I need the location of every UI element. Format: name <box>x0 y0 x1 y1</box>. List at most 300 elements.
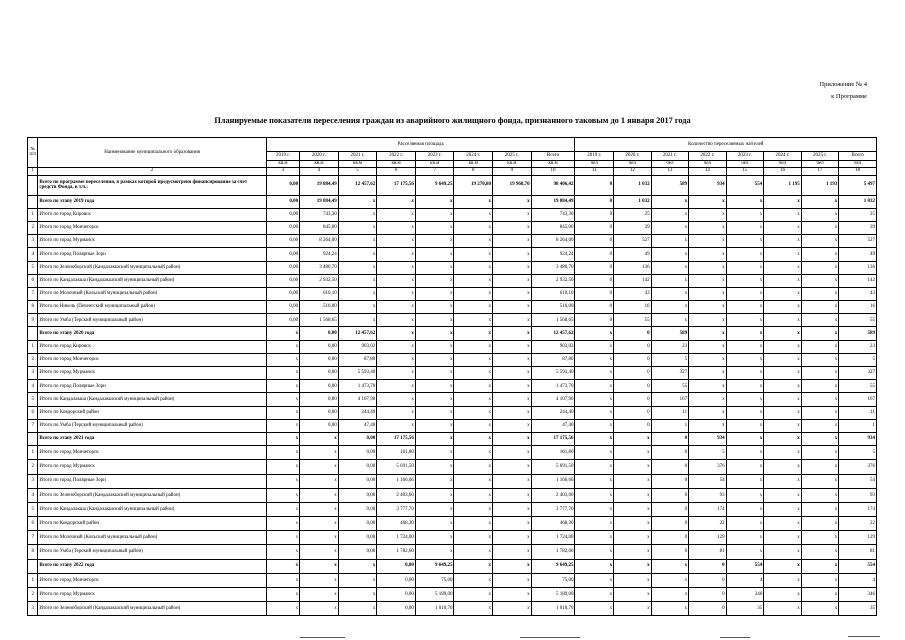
area-cell: x <box>454 460 493 474</box>
people-total-cell: 5 <box>839 353 877 366</box>
people-year-header: 2020 г. <box>614 152 652 161</box>
appendix-line-2: к Программе <box>831 93 867 100</box>
area-cell: x <box>454 287 493 300</box>
people-total-cell: 129 <box>839 531 877 545</box>
column-number: 9 <box>493 167 532 175</box>
people-cell: x <box>614 432 652 445</box>
area-cell: x <box>415 274 454 287</box>
people-total-cell: 1 <box>839 419 877 432</box>
people-cell: x <box>651 301 689 314</box>
people-cell: x <box>575 531 614 545</box>
area-cell: 9 649,25 <box>415 175 454 195</box>
area-cell: 0,00 <box>300 419 339 432</box>
people-cell: x <box>764 274 802 287</box>
area-cell: x <box>338 208 377 221</box>
area-cell: x <box>454 573 493 587</box>
area-cell: x <box>415 248 454 261</box>
people-total-cell: 81 <box>839 545 877 559</box>
area-cell: x <box>415 287 454 300</box>
people-cell: x <box>614 502 652 516</box>
people-year-header: 2019 г. <box>575 152 614 161</box>
people-cell: x <box>614 517 652 531</box>
area-cell: 19 884,49 <box>300 175 339 195</box>
area-cell: 0,00 <box>338 531 377 545</box>
area-cell: 0,00 <box>266 208 299 221</box>
area-cell: x <box>454 367 493 380</box>
people-cell: 0 <box>575 314 614 327</box>
area-cell: x <box>454 261 493 274</box>
area-cell: x <box>415 301 454 314</box>
area-cell: x <box>454 406 493 419</box>
row-number: 2 <box>28 221 38 234</box>
area-cell: x <box>493 208 532 221</box>
summary-row <box>28 559 877 573</box>
people-cell: x <box>575 432 614 445</box>
table-row <box>28 340 877 353</box>
people-cell: x <box>689 301 727 314</box>
row-name: Итого по город Полярные Зори <box>38 248 266 261</box>
resettlement-table <box>27 137 877 616</box>
people-cell: 934 <box>689 432 727 445</box>
area-total-cell: 5 691,50 <box>531 460 575 474</box>
people-cell: x <box>764 432 802 445</box>
row-number: 2 <box>28 460 38 474</box>
table-row <box>28 393 877 406</box>
people-total-cell: 167 <box>839 393 877 406</box>
area-cell: 0,00 <box>338 545 377 559</box>
people-cell: x <box>726 393 764 406</box>
people-cell: x <box>764 474 802 488</box>
area-cell: x <box>454 340 493 353</box>
people-cell: 0 <box>575 274 614 287</box>
column-number: 5 <box>338 167 377 175</box>
people-cell: 1 <box>651 419 689 432</box>
area-cell: x <box>493 531 532 545</box>
people-cell: 174 <box>689 502 727 516</box>
area-total-cell: 1 010,70 <box>531 602 575 616</box>
area-total-cell: 845,00 <box>531 221 575 234</box>
area-cell: x <box>338 221 377 234</box>
people-cell: x <box>764 327 802 340</box>
people-cell: x <box>726 460 764 474</box>
people-total-header: Всего <box>839 152 877 161</box>
area-total-cell: 47,40 <box>531 419 575 432</box>
scan-artifact <box>300 637 345 638</box>
row-name: Итого по город Полярные Зори <box>38 474 266 488</box>
area-cell: x <box>415 314 454 327</box>
people-cell: x <box>801 367 839 380</box>
row-number: 1 <box>28 340 38 353</box>
people-cell: x <box>764 531 802 545</box>
area-cell: 5 593,40 <box>338 367 377 380</box>
people-cell: x <box>801 502 839 516</box>
area-cell: x <box>493 287 532 300</box>
area-cell: x <box>338 195 377 208</box>
header-name: Наименование муниципального образования <box>38 138 266 168</box>
people-cell: x <box>801 517 839 531</box>
people-cell: 589 <box>651 327 689 340</box>
people-cell: x <box>575 545 614 559</box>
area-cell: x <box>493 419 532 432</box>
people-unit-header: чел <box>839 161 877 168</box>
table-row <box>28 287 877 300</box>
people-cell: x <box>689 340 727 353</box>
people-cell: x <box>801 488 839 502</box>
area-cell: x <box>300 488 339 502</box>
area-cell: 0,00 <box>338 446 377 460</box>
area-year-header: 2020 г. <box>300 152 339 161</box>
area-cell: x <box>454 419 493 432</box>
row-name: Итого по город Мурманск <box>38 588 266 602</box>
area-cell: x <box>493 327 532 340</box>
area-cell: x <box>300 588 339 602</box>
appendix-note <box>819 79 867 103</box>
area-total-cell: 9 649,25 <box>531 559 575 573</box>
people-cell: x <box>651 248 689 261</box>
area-cell: x <box>415 460 454 474</box>
people-total-cell: 43 <box>839 287 877 300</box>
people-cell: x <box>764 460 802 474</box>
people-cell: x <box>651 195 689 208</box>
people-total-cell: 327 <box>839 367 877 380</box>
area-cell: x <box>454 301 493 314</box>
row-name: Итого по Ковдорский район <box>38 517 266 531</box>
row-name: Всего по этапу 2022 года <box>38 559 266 573</box>
area-cell: x <box>300 502 339 516</box>
area-cell: x <box>338 248 377 261</box>
area-cell: x <box>266 432 299 445</box>
people-cell: x <box>575 393 614 406</box>
people-cell: 5 <box>651 353 689 366</box>
people-cell: 934 <box>689 175 727 195</box>
area-cell: x <box>300 602 339 616</box>
row-name: Всего по этапу 2020 года <box>38 327 266 340</box>
people-cell: 1 195 <box>764 175 802 195</box>
area-cell: 0,00 <box>300 406 339 419</box>
people-cell: x <box>651 588 689 602</box>
area-total-cell: 12 457,62 <box>531 327 575 340</box>
people-total-cell: 35 <box>839 602 877 616</box>
area-year-header: 2021 г. <box>338 152 377 161</box>
area-cell: x <box>493 195 532 208</box>
people-cell: 0 <box>575 301 614 314</box>
people-unit-header: чел <box>575 161 614 168</box>
area-cell: x <box>338 314 377 327</box>
people-cell: x <box>689 380 727 393</box>
summary-row <box>28 175 877 195</box>
area-cell: x <box>377 235 416 248</box>
people-cell: x <box>575 588 614 602</box>
header-num: № п/п <box>28 138 38 168</box>
row-number: 3 <box>28 367 38 380</box>
row-number: 1 <box>28 208 38 221</box>
row-name: Всего по этапу 2019 года <box>38 195 266 208</box>
row-name: Итого по Умба (Терский муниципальный район) <box>38 545 266 559</box>
area-cell: x <box>377 393 416 406</box>
people-cell: x <box>614 559 652 573</box>
area-cell: x <box>338 235 377 248</box>
area-year-header: 2022 г. <box>377 152 416 161</box>
area-cell: x <box>493 248 532 261</box>
people-unit-header: чел <box>801 161 839 168</box>
table-row <box>28 301 877 314</box>
area-cell: x <box>266 531 299 545</box>
people-cell: 0 <box>614 406 652 419</box>
people-cell: x <box>575 327 614 340</box>
area-cell: x <box>266 393 299 406</box>
area-year-header: 2025 г. <box>493 152 532 161</box>
table-row <box>28 474 877 488</box>
people-total-cell: 527 <box>839 235 877 248</box>
area-cell: x <box>377 274 416 287</box>
area-cell: x <box>415 446 454 460</box>
table-row <box>28 274 877 287</box>
area-cell: x <box>415 380 454 393</box>
row-number: 4 <box>28 380 38 393</box>
people-year-header: 2022 г. <box>689 152 727 161</box>
area-cell: x <box>377 353 416 366</box>
area-total-cell: 468,30 <box>531 517 575 531</box>
column-number: 16 <box>764 167 802 175</box>
people-cell: x <box>726 545 764 559</box>
people-cell: x <box>764 573 802 587</box>
people-cell: x <box>764 248 802 261</box>
people-cell: x <box>764 545 802 559</box>
people-cell: x <box>689 327 727 340</box>
area-total-cell: 87,80 <box>531 353 575 366</box>
area-cell: 19 884,49 <box>300 195 339 208</box>
column-number: 1 <box>28 167 38 175</box>
area-unit-header: кв.м <box>454 161 493 168</box>
people-cell: x <box>801 406 839 419</box>
people-cell: x <box>575 517 614 531</box>
people-cell: x <box>614 588 652 602</box>
people-cell: x <box>614 531 652 545</box>
row-name: Итого по Умба (Терский муниципальный район) <box>38 419 266 432</box>
people-year-header: 2021 г. <box>651 152 689 161</box>
people-total-cell: 25 <box>839 208 877 221</box>
people-cell: x <box>764 314 802 327</box>
row-number: 6 <box>28 517 38 531</box>
people-cell: 0 <box>651 488 689 502</box>
people-cell: x <box>726 517 764 531</box>
area-cell: 0,00 <box>300 353 339 366</box>
people-cell: x <box>801 419 839 432</box>
area-cell: x <box>493 261 532 274</box>
table-row <box>28 517 877 531</box>
people-cell: 129 <box>689 531 727 545</box>
column-number: 8 <box>454 167 493 175</box>
area-cell: x <box>377 419 416 432</box>
people-cell: x <box>614 460 652 474</box>
people-cell: 0 <box>651 531 689 545</box>
people-cell: x <box>801 340 839 353</box>
people-cell: 142 <box>614 274 652 287</box>
people-cell: x <box>651 235 689 248</box>
area-cell: x <box>415 261 454 274</box>
area-cell: x <box>493 474 532 488</box>
people-cell: 39 <box>614 221 652 234</box>
people-cell: x <box>764 340 802 353</box>
people-cell: 0 <box>689 588 727 602</box>
people-cell: x <box>801 380 839 393</box>
area-total-cell: 1 568,65 <box>531 314 575 327</box>
people-cell: x <box>764 287 802 300</box>
area-cell: x <box>415 221 454 234</box>
people-cell: 0 <box>689 573 727 587</box>
area-cell: 0,00 <box>266 301 299 314</box>
area-cell: x <box>300 559 339 573</box>
people-cell: 136 <box>614 261 652 274</box>
area-cell: 0,00 <box>300 393 339 406</box>
people-cell: x <box>801 301 839 314</box>
area-cell: 4 107,90 <box>338 393 377 406</box>
table-row <box>28 573 877 587</box>
people-cell: x <box>764 488 802 502</box>
people-cell: x <box>726 287 764 300</box>
area-cell: x <box>493 393 532 406</box>
people-cell: x <box>726 340 764 353</box>
area-year-header: 2019 г. <box>266 152 299 161</box>
area-cell: 0,00 <box>266 235 299 248</box>
people-cell: x <box>575 446 614 460</box>
people-unit-header: чел <box>726 161 764 168</box>
people-cell: 22 <box>689 517 727 531</box>
people-unit-header: чел <box>764 161 802 168</box>
area-cell: x <box>493 221 532 234</box>
area-total-cell: 8 264,00 <box>531 235 575 248</box>
people-cell: x <box>801 446 839 460</box>
area-cell: x <box>454 274 493 287</box>
row-name: Итого по Умба (Терский муниципальный район) <box>38 314 266 327</box>
row-number: 8 <box>28 545 38 559</box>
people-cell: 35 <box>726 602 764 616</box>
summary-row <box>28 195 877 208</box>
area-total-cell: 1 724,00 <box>531 531 575 545</box>
people-cell: 16 <box>614 301 652 314</box>
column-number: 2 <box>38 167 266 175</box>
people-total-cell: 4 <box>839 573 877 587</box>
people-cell: x <box>764 221 802 234</box>
area-cell: x <box>454 393 493 406</box>
area-cell: x <box>454 380 493 393</box>
area-cell: x <box>454 314 493 327</box>
area-cell: x <box>377 261 416 274</box>
area-total-cell: 3 777,70 <box>531 502 575 516</box>
table-row <box>28 588 877 602</box>
area-cell: x <box>415 517 454 531</box>
area-cell: x <box>266 502 299 516</box>
people-cell: 0 <box>575 175 614 195</box>
people-cell: x <box>764 393 802 406</box>
area-cell: x <box>266 573 299 587</box>
people-cell: 0 <box>689 559 727 573</box>
area-total-cell: 1 166,66 <box>531 474 575 488</box>
people-total-cell: 589 <box>839 327 877 340</box>
people-cell: x <box>801 588 839 602</box>
table-row <box>28 446 877 460</box>
people-cell: x <box>689 314 727 327</box>
row-number: 3 <box>28 602 38 616</box>
people-cell: 0 <box>651 517 689 531</box>
area-cell: 0,00 <box>377 602 416 616</box>
area-cell: x <box>266 545 299 559</box>
area-cell: 0,00 <box>300 380 339 393</box>
area-cell: x <box>454 545 493 559</box>
column-number: 17 <box>801 167 839 175</box>
area-total-cell: 19 884,49 <box>531 195 575 208</box>
people-cell: 23 <box>651 340 689 353</box>
area-cell: x <box>377 367 416 380</box>
area-cell: x <box>493 406 532 419</box>
area-unit-header: кв.м <box>338 161 377 168</box>
area-cell: x <box>454 531 493 545</box>
area-cell: x <box>338 287 377 300</box>
area-cell: x <box>377 340 416 353</box>
area-cell: 0,00 <box>338 502 377 516</box>
people-cell: 167 <box>651 393 689 406</box>
area-cell: x <box>300 545 339 559</box>
area-cell: x <box>338 274 377 287</box>
row-number: 4 <box>28 248 38 261</box>
people-cell: 327 <box>651 367 689 380</box>
area-cell: x <box>454 208 493 221</box>
area-cell: x <box>266 559 299 573</box>
area-cell: x <box>266 460 299 474</box>
people-cell: 527 <box>614 235 652 248</box>
row-number: 5 <box>28 393 38 406</box>
people-cell: x <box>801 208 839 221</box>
column-number: 18 <box>839 167 877 175</box>
people-cell: x <box>764 588 802 602</box>
people-cell: x <box>801 602 839 616</box>
people-cell: x <box>614 488 652 502</box>
row-name: Итого по Зеленоборский (Кандалакшский муниципальный район) <box>38 488 266 502</box>
area-cell: x <box>377 208 416 221</box>
row-number <box>28 432 38 445</box>
area-cell: x <box>377 380 416 393</box>
people-cell: 0 <box>575 221 614 234</box>
people-total-cell: 136 <box>839 261 877 274</box>
people-cell: x <box>801 221 839 234</box>
area-cell: 924,24 <box>300 248 339 261</box>
people-cell: x <box>726 474 764 488</box>
people-cell: x <box>575 559 614 573</box>
table-row <box>28 353 877 366</box>
row-number: 7 <box>28 531 38 545</box>
people-cell: x <box>575 460 614 474</box>
people-cell: x <box>651 261 689 274</box>
area-cell: x <box>266 517 299 531</box>
table-row <box>28 261 877 274</box>
people-cell: x <box>801 261 839 274</box>
people-cell: 0 <box>614 380 652 393</box>
column-number: 3 <box>266 167 299 175</box>
people-cell: x <box>764 301 802 314</box>
people-cell: 554 <box>726 559 764 573</box>
people-total-cell: 142 <box>839 274 877 287</box>
people-cell: x <box>726 531 764 545</box>
area-cell: x <box>266 419 299 432</box>
people-cell: x <box>801 531 839 545</box>
people-cell: x <box>689 248 727 261</box>
row-number: 9 <box>28 314 38 327</box>
header-people-group: Количество переселяемых жителей <box>575 138 877 152</box>
people-cell: 1 193 <box>801 175 839 195</box>
people-cell: 554 <box>726 175 764 195</box>
people-cell: 0 <box>651 474 689 488</box>
people-cell: x <box>575 474 614 488</box>
